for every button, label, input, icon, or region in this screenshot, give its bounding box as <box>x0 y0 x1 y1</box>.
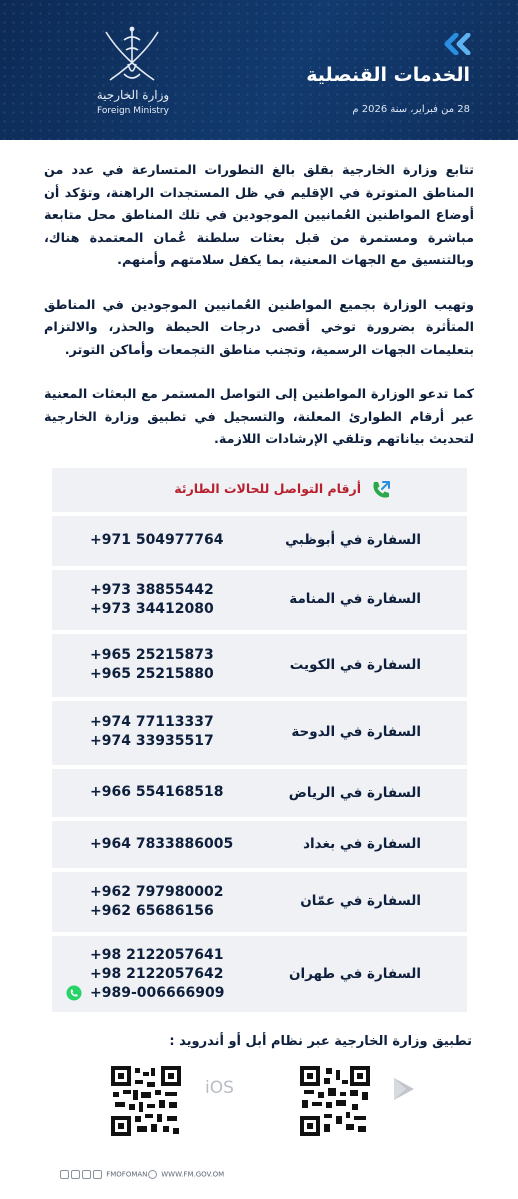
phone-number[interactable]: +974 33935517 <box>90 733 214 749</box>
emergency-contacts-panel <box>52 468 467 1012</box>
ministry-name-en: Foreign Ministry <box>97 106 169 116</box>
ministry-name-ar: وزارة الخارجية <box>96 88 170 102</box>
embassy-name: السفارة في طهران <box>288 966 421 982</box>
embassy-name: السفارة في عمّان <box>300 893 421 909</box>
phone-number[interactable]: +962 797980002 <box>90 884 224 900</box>
facebook-icon <box>82 1170 91 1179</box>
phone-numbers <box>90 783 224 802</box>
footer <box>0 1166 518 1184</box>
contacts-header <box>52 468 467 512</box>
paragraph-1: تتابع وزارة الخارجية بقلق بالغ التطورات المتسارعة في عدد من المناطق المتوترة في الإقليم في ظل المستجدات الراهنة، وتؤكد أن أوضاع المواطنين العُمانيين الموجودين في تلك المناطق محل متابعة مباشرة ومستمرة من قبل بعثات سلطنة عُمان المعتمدة هناك، وبالتنسيق مع الجهات المعنية، بما يكفل سلامتهم وأمنهم. <box>44 163 474 268</box>
whatsapp-icon[interactable] <box>66 985 82 1001</box>
contact-row-kuwait <box>52 634 467 697</box>
contact-row-tehran <box>52 936 467 1012</box>
embassy-name: السفارة في بغداد <box>303 836 421 852</box>
phone-number[interactable]: +962 65686156 <box>90 903 214 919</box>
embassy-name: السفارة في الدوحة <box>291 724 421 740</box>
phone-numbers <box>90 531 224 550</box>
website-text[interactable]: WWW.FM.GOV.OM <box>161 1170 225 1179</box>
phone-number[interactable]: +98 2122057642 <box>90 966 224 982</box>
google-play-icon <box>392 1076 416 1102</box>
embassy-name: السفارة في أبوظبي <box>285 532 421 548</box>
phone-number[interactable]: +965 25215873 <box>90 647 214 663</box>
phone-number[interactable]: +965 25215880 <box>90 666 214 682</box>
phone-numbers <box>90 581 214 619</box>
phone-number[interactable]: +974 77113337 <box>90 714 214 730</box>
qr-code-android[interactable] <box>300 1066 370 1136</box>
phone-numbers <box>90 713 214 751</box>
phone-number[interactable]: +989-006666909 <box>90 985 225 1001</box>
phone-number[interactable]: +971 504977764 <box>90 532 224 548</box>
phone-number[interactable]: +98 2122057641 <box>90 947 224 963</box>
contact-row-riyadh <box>52 769 467 817</box>
instagram-icon <box>71 1170 80 1179</box>
phone-number[interactable]: +973 34412080 <box>90 601 214 617</box>
header-banner <box>0 0 518 140</box>
handle-text: FMOFOMAN <box>106 1170 148 1179</box>
phone-numbers <box>90 883 224 921</box>
contact-row-manama <box>52 570 467 630</box>
phone-numbers <box>90 835 233 854</box>
publish-date: 28 من فبراير، سنة 2026 م <box>352 104 470 115</box>
paragraph-2: وتهيب الوزارة بجميع المواطنين العُمانيين الموجودين في المناطق المتأثرة بضرورة توخي أقصى درجات الحيطة والحذر، والالتزام بتعليمات الجهات الرسمية، وتجنب مناطق التجمعات وأماكن التوتر. <box>44 297 474 358</box>
statement-body <box>44 160 474 474</box>
phone-number[interactable]: +966 554168518 <box>90 784 224 800</box>
embassy-name: السفارة في الرياض <box>288 785 421 801</box>
contact-row-doha <box>52 701 467 765</box>
embassy-name: السفارة في المنامة <box>289 591 421 607</box>
phone-number[interactable]: +964 7833886005 <box>90 836 234 852</box>
ios-label: iOS <box>205 1078 234 1098</box>
phone-call-icon <box>370 479 392 501</box>
youtube-icon <box>93 1170 102 1179</box>
contacts-title: أرقام التواصل للحالات الطارئة <box>174 481 361 496</box>
app-download-note: تطبيق وزارة الخارجية عبر نظام أبل أو أندرويد : <box>169 1034 472 1049</box>
phone-numbers <box>90 646 214 684</box>
double-chevron-left-icon <box>440 33 474 55</box>
phone-number[interactable]: +973 38855442 <box>90 582 214 598</box>
embassy-name: السفارة في الكويت <box>289 657 421 673</box>
globe-icon <box>148 1170 157 1179</box>
contact-row-abudhabi <box>52 516 467 566</box>
page-title: الخدمات القنصلية <box>306 64 470 86</box>
website-link[interactable] <box>148 1170 224 1179</box>
contact-row-amman <box>52 872 467 932</box>
contact-row-baghdad <box>52 821 467 868</box>
x-icon <box>60 1170 69 1179</box>
phone-numbers <box>90 946 224 1003</box>
paragraph-3: كما تدعو الوزارة المواطنين إلى التواصل المستمر مع البعثات المعنية عبر أرقام الطوارئ المعلنة، والتسجيل في تطبيق وزارة الخارجية لتحديث بياناتهم وتلقي الإرشادات اللازمة. <box>44 387 474 447</box>
qr-code-ios[interactable] <box>111 1066 181 1136</box>
oman-emblem-logo <box>100 24 164 86</box>
social-handle <box>60 1170 147 1179</box>
